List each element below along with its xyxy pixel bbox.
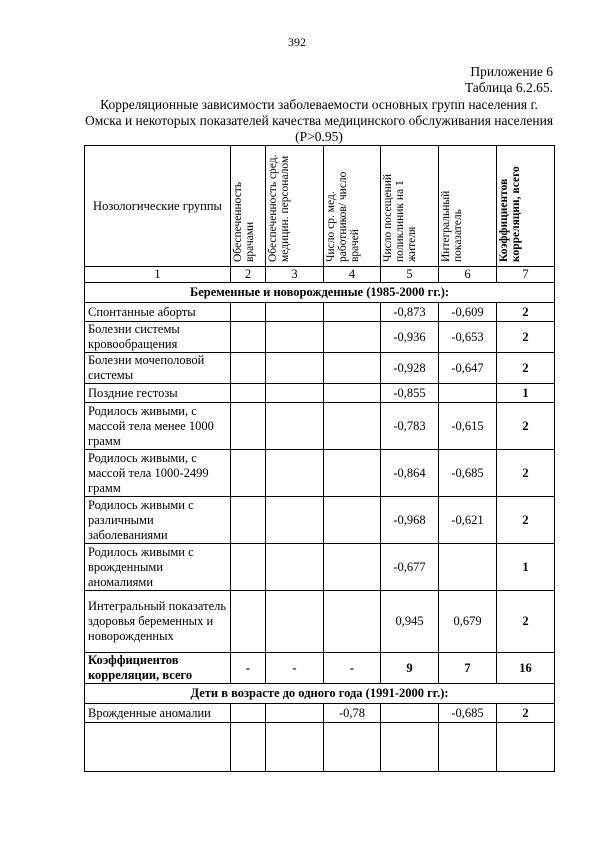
section-header-row (85, 684, 555, 704)
value-cell: 0,945 (381, 591, 439, 653)
column-number: 1 (85, 267, 231, 283)
value-cell (266, 591, 324, 653)
appendix-label: Приложение 6 (470, 64, 553, 79)
header-cell-visits: Число посещений поликлиник на 1 жителя (381, 146, 439, 267)
column-number: 7 (497, 267, 555, 283)
row-label: Врожденные аномалии (85, 704, 231, 723)
empty-cell (381, 723, 439, 772)
value-cell (266, 450, 324, 497)
value-cell (266, 403, 324, 450)
value-cell (231, 353, 266, 384)
value-cell (266, 544, 324, 591)
value-cell (231, 322, 266, 353)
table-row (85, 544, 555, 591)
total-count-cell: 1 (497, 384, 555, 403)
empty-cell (324, 723, 381, 772)
value-cell (266, 704, 324, 723)
section-title: Дети в возрасте до одного года (1991-2000 гг.): (85, 684, 555, 704)
value-cell (324, 384, 381, 403)
column-number: 3 (266, 267, 324, 283)
value-cell: -0,609 (439, 303, 497, 322)
value-cell (231, 544, 266, 591)
table-row (85, 384, 555, 403)
value-cell (231, 704, 266, 723)
totals-value: - (324, 653, 381, 684)
value-cell (324, 544, 381, 591)
value-cell (266, 303, 324, 322)
header-row (85, 146, 555, 267)
table-row (85, 704, 555, 723)
column-number: 5 (381, 267, 439, 283)
value-cell (324, 403, 381, 450)
value-cell: -0,855 (381, 384, 439, 403)
value-cell: -0,685 (439, 450, 497, 497)
value-cell (231, 450, 266, 497)
value-cell (439, 384, 497, 403)
table-row (85, 497, 555, 544)
value-cell (381, 704, 439, 723)
totals-value: 16 (497, 653, 555, 684)
empty-cell (85, 723, 231, 772)
totals-value: - (266, 653, 324, 684)
column-number: 4 (324, 267, 381, 283)
header-cell-doctors: Обеспеченность врачами (231, 146, 266, 267)
value-cell (266, 322, 324, 353)
correlation-table (84, 145, 555, 772)
value-cell: -0,928 (381, 353, 439, 384)
row-label: Родилось живыми, с массой тела 1000-2499 грамм (85, 450, 231, 497)
table-title: Корреляционные зависимости заболеваемости основных групп населения г. Омска и некоторых показателей качества медицинского обслуживания населения (Р>0.95) (84, 97, 554, 144)
value-cell (231, 384, 266, 403)
value-cell: -0,783 (381, 403, 439, 450)
value-cell (324, 322, 381, 353)
value-cell (324, 497, 381, 544)
value-cell (231, 303, 266, 322)
column-number: 6 (439, 267, 497, 283)
row-label: Родилось живыми с врожденными аномалиями (85, 544, 231, 591)
totals-value: 7 (439, 653, 497, 684)
empty-cell (497, 723, 555, 772)
value-cell (266, 353, 324, 384)
value-cell (439, 544, 497, 591)
value-cell (231, 591, 266, 653)
total-count-cell: 2 (497, 353, 555, 384)
value-cell (324, 591, 381, 653)
empty-cell (439, 723, 497, 772)
total-count-cell: 2 (497, 322, 555, 353)
row-label: Болезни системы кровообращения (85, 322, 231, 353)
header-cell-ratio: Число ср. мед. работников/ число врачей (324, 146, 381, 267)
value-cell (266, 384, 324, 403)
table-number: Таблица 6.2.65. (464, 80, 553, 95)
row-label: Спонтанные аборты (85, 303, 231, 322)
total-count-cell: 2 (497, 450, 555, 497)
total-count-cell: 2 (497, 403, 555, 450)
header-cell-nosology: Нозологические группы (85, 146, 231, 267)
value-cell: -0,615 (439, 403, 497, 450)
value-cell: -0,621 (439, 497, 497, 544)
total-count-cell: 1 (497, 544, 555, 591)
totals-label: Коэффициентов корреляции, всего (85, 653, 231, 684)
value-cell: -0,936 (381, 322, 439, 353)
section-header-row (85, 283, 555, 303)
value-cell: -0,968 (381, 497, 439, 544)
row-label: Болезни мочеполовой системы (85, 353, 231, 384)
value-cell: -0,685 (439, 704, 497, 723)
header-cell-nurses: Обеспеченность сред. медицин. персоналом (266, 146, 324, 267)
table-row (85, 403, 555, 450)
row-label: Поздние гестозы (85, 384, 231, 403)
table-row (85, 450, 555, 497)
table-row (85, 353, 555, 384)
empty-row (85, 723, 555, 772)
empty-cell (231, 723, 266, 772)
total-count-cell: 2 (497, 497, 555, 544)
value-cell (324, 450, 381, 497)
table-caption-block (465, 64, 553, 96)
value-cell (231, 403, 266, 450)
totals-row (85, 653, 555, 684)
value-cell: -0,647 (439, 353, 497, 384)
totals-value: 9 (381, 653, 439, 684)
value-cell: -0,78 (324, 704, 381, 723)
table-row (85, 591, 555, 653)
value-cell (324, 353, 381, 384)
value-cell: -0,677 (381, 544, 439, 591)
row-label: Интегральный показатель здоровья беременных и новорожденных (85, 591, 231, 653)
column-number: 2 (231, 267, 266, 283)
column-number-row (85, 267, 555, 283)
empty-cell (266, 723, 324, 772)
value-cell (324, 303, 381, 322)
value-cell: 0,679 (439, 591, 497, 653)
value-cell: -0,864 (381, 450, 439, 497)
header-cell-total: Коэффициентов корреляции, всего (497, 146, 555, 267)
value-cell (266, 497, 324, 544)
total-count-cell: 2 (497, 704, 555, 723)
table-row (85, 322, 555, 353)
value-cell (231, 497, 266, 544)
row-label: Родилось живыми, с массой тела менее 1000 грамм (85, 403, 231, 450)
table-row (85, 303, 555, 322)
header-cell-integral: Интегральный показатель (439, 146, 497, 267)
total-count-cell: 2 (497, 303, 555, 322)
section-title: Беременные и новорожденные (1985-2000 гг.): (85, 283, 555, 303)
totals-value: - (231, 653, 266, 684)
row-label: Родилось живыми с различными заболеваниями (85, 497, 231, 544)
total-count-cell: 2 (497, 591, 555, 653)
value-cell: -0,653 (439, 322, 497, 353)
value-cell: -0,873 (381, 303, 439, 322)
page-number: 392 (288, 35, 306, 49)
